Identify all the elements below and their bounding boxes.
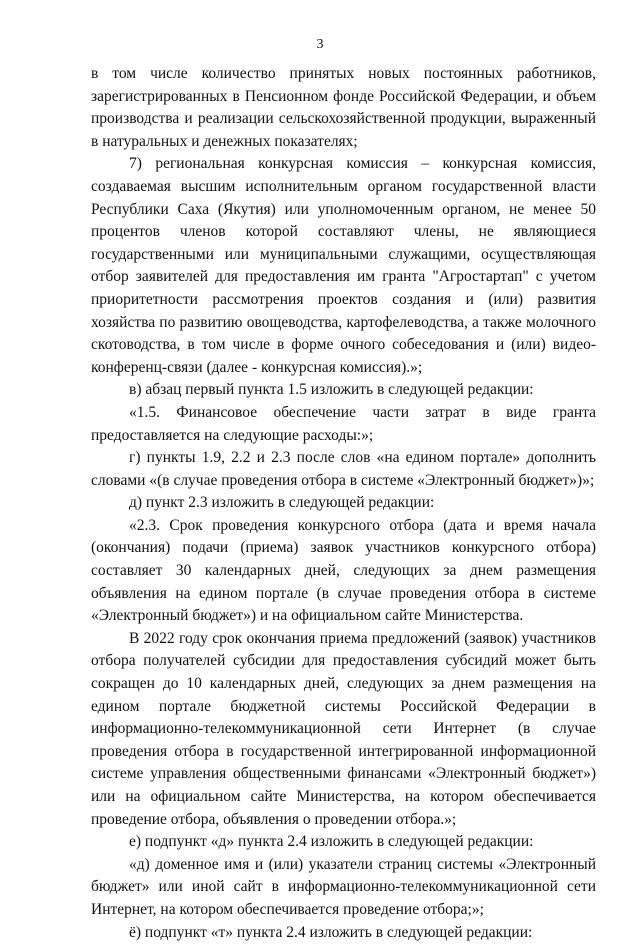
paragraph: е) подпункт «д» пункта 2.4 изложить в следующей редакции: [129, 833, 534, 851]
paragraph: д) пункт 2.3 изложить в следующей редакции: [129, 494, 435, 512]
paragraph: В 2022 году срок окончания приема предложений (заявок) участников отбора получателей субсидии для предоставления субсидий может быть сокращен до 10 календарных дней, следующих за днем размещения на едином портале бюджетной системы Российской Федерации в информационно-телекоммуникационной сети Интернет (в случае проведения отбора в государственной интегрированной информационной системе управления общественными финансами «Электронный бюджет») или на официальном сайте Министерства, на котором обеспечивается проведение отбора, объявления о проведении отбора.»; [91, 629, 596, 828]
paragraph: «1.5. Финансовое обеспечение части затрат в виде гранта предоставляется на следующие расходы:»; [91, 403, 596, 444]
page-number: 3 [316, 37, 324, 52]
paragraph: ё) подпункт «т» пункта 2.4 изложить в следующей редакции: [129, 923, 533, 941]
paragraph: 7) региональная конкурсная комиссия – конкурсная комиссия, создаваемая высшим исполнительным органом государственной власти Республики Саха (Якутия) или уполномоченным органом, не менее 50 процентов членов которой составляют члены, не являющиеся государственными или муниципальными служащими, осуществляющая отбор заявителей для предоставления им гранта "Агростартап" с учетом приоритетности рассмотрения проектов создания и (или) развития хозяйства по развитию овощеводства, картофелеводства, а также молочного скотоводства, в том числе в форме очного собеседования и (или) видео-конференц-связи (далее - конкурсная комиссия).»; [91, 155, 596, 376]
paragraph: в) абзац первый пункта 1.5 изложить в следующей редакции: [129, 381, 534, 399]
document-body [91, 63, 596, 944]
paragraph: г) пункты 1.9, 2.2 и 2.3 после слов «на едином портале» дополнить словами «(в случае проведения отбора в системе «Электронный бюджет»)»; [91, 449, 596, 489]
paragraph: в том числе количество принятых новых постоянных работников, зарегистрированных в Пенсионном фонде Российской Федерации, и объем производства и реализации сельскохозяйственной продукции, выраженный в натуральных и денежных показателях; [91, 65, 596, 150]
paragraph: «д) доменное имя и (или) указатели страниц системы «Электронный бюджет» или иной сайт в информационно-телекоммуникационной сети Интернет, на котором обеспечивается проведение отбора;»; [91, 855, 596, 918]
paragraph: «2.3. Срок проведения конкурсного отбора (дата и время начала (окончания) подачи (приема) заявок участников конкурсного отбора) составляет 30 календарных дней, следующих за днем размещения объявления на едином портале (в случае проведения отбора в системе «Электронный бюджет») и на официальном сайте Министерства. [91, 516, 596, 625]
